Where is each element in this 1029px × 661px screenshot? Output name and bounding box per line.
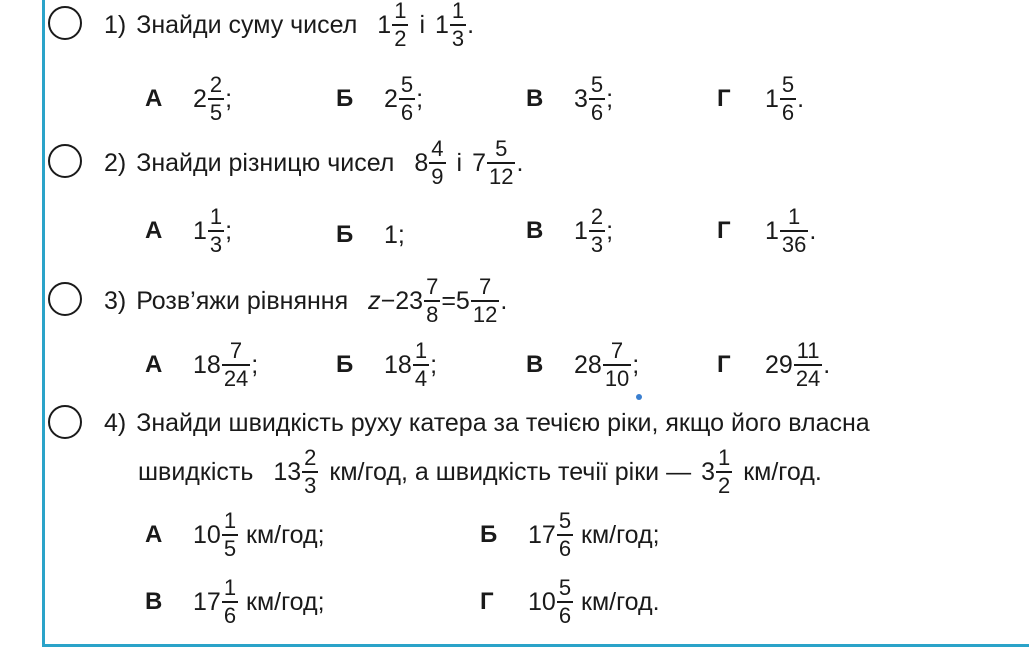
equals-sign: = [441,286,456,315]
fraction [450,0,466,50]
fraction [302,447,318,497]
option-letter: Г [717,217,731,244]
fraction [208,74,224,124]
numerator: 11 [796,338,820,363]
fraction [780,206,808,256]
end-mark: . [467,10,475,39]
end-mark: ; [225,216,233,245]
end-mark: . [809,216,817,245]
numerator: 5 [781,72,795,97]
mixed-whole: 10 [193,520,221,549]
mixed-whole: 13 [273,457,302,486]
mixed-whole: 7 [472,148,486,177]
option-letter: В [526,85,544,112]
numerator: 1 [717,445,731,470]
option-2v[interactable] [526,206,613,256]
question-text: км/год, а швидкість течії ріки — [329,457,692,486]
mixed-whole: 8 [414,148,429,177]
denominator: 12 [472,302,498,327]
fraction [589,206,605,256]
option-1v[interactable] [526,74,613,124]
mixed-whole: 3 [701,457,715,486]
numerator: 1 [223,575,237,600]
mixed-whole: 2 [384,84,398,113]
numerator: 2 [590,204,604,229]
fraction [557,577,573,627]
end-mark: ; [416,84,424,113]
fraction [208,206,224,256]
end-mark: ; [225,84,233,113]
mixed-whole: 23 [395,286,424,315]
fraction [716,447,732,497]
fraction [392,0,408,50]
denominator: 9 [431,164,444,189]
end-mark: ; [430,350,438,379]
denominator: 6 [558,603,572,628]
option-2a[interactable] [145,206,232,256]
ink-dot [636,394,642,400]
mixed-whole: 18 [193,350,221,379]
question-text: швидкість [138,457,254,486]
question-number: 2) [104,148,127,177]
mixed-whole: 10 [528,587,556,616]
option-1b[interactable] [336,74,423,124]
question-text: км/год. [743,457,822,486]
answer-circle-1[interactable] [48,6,82,40]
answer-circle-2[interactable] [48,144,82,178]
option-1a[interactable] [145,74,232,124]
fraction [794,340,822,390]
denominator: 2 [394,26,407,51]
option-2b[interactable] [336,206,405,264]
option-letter: В [526,351,544,378]
mixed-whole: 1 [574,216,588,245]
question-2 [104,136,524,189]
option-letter: А [145,217,163,244]
numerator: 4 [431,136,444,161]
fraction [557,510,573,560]
fraction [413,340,429,390]
numerator: 1 [209,204,223,229]
fraction [399,74,415,124]
question-number: 1) [104,10,127,39]
fraction [780,74,796,124]
fraction [222,577,238,627]
mixed-whole: 17 [193,587,221,616]
denominator: 3 [209,232,223,257]
numerator: 5 [558,575,572,600]
question-1 [104,0,475,51]
numerator: 2 [304,445,317,470]
mixed-whole: 28 [574,350,602,379]
numerator: 7 [478,274,492,299]
question-number: 4) [104,408,127,437]
option-letter: А [145,521,163,548]
option-4b[interactable] [480,510,660,560]
denominator: 3 [304,473,317,498]
end-mark: . [823,350,831,379]
end-mark: . [516,148,524,177]
numerator: 1 [394,0,407,23]
fraction [487,138,515,188]
fraction [471,276,499,326]
fraction [589,74,605,124]
unit-text: км/год; [574,520,660,549]
mixed-whole: 1 [377,10,392,39]
denominator: 4 [414,366,428,391]
denominator: 6 [590,100,604,125]
numerator: 1 [451,0,465,23]
mixed-whole: 18 [384,350,412,379]
mixed-whole: 1 [193,216,207,245]
numerator: 7 [426,274,439,299]
question-text: Знайди швидкість руху катера за течією ріки, якщо його власна [136,408,870,437]
option-letter: А [145,351,163,378]
option-letter: Г [717,85,731,112]
numerator: 1 [788,204,801,229]
numerator: 1 [223,508,237,533]
mixed-whole: 1 [765,216,779,245]
unit-text: км/год. [574,587,660,616]
option-4a[interactable] [145,510,325,560]
option-3g[interactable] [717,340,830,390]
denominator: 2 [717,473,731,498]
option-letter: Г [717,351,731,378]
numerator: 1 [414,338,428,363]
minus-sign: − [380,286,396,315]
option-4g[interactable] [480,577,660,627]
denominator: 6 [781,100,795,125]
question-text: Знайди суму чисел [136,10,358,39]
option-1g[interactable] [717,74,804,124]
question-3 [104,276,507,326]
denominator: 24 [223,366,249,391]
numerator: 5 [558,508,572,533]
option-letter: Б [480,521,498,548]
end-mark: . [797,84,805,113]
answer-circle-4[interactable] [48,405,82,439]
option-letter: А [145,85,163,112]
question-4-line-2 [138,446,822,498]
option-letter: Б [336,85,354,112]
denominator: 3 [590,232,604,257]
denominator: 5 [209,100,223,125]
question-text: Розв’яжи рівняння [136,286,349,315]
mixed-whole: 2 [193,84,207,113]
answer-circle-3[interactable] [48,282,82,316]
fraction [603,340,631,390]
option-letter: Г [480,588,494,615]
question-number: 3) [104,286,127,315]
end-mark: . [500,286,508,315]
option-3v[interactable] [526,340,639,390]
question-text: Знайди різницю чисел [136,148,395,177]
question-4-line-1 [104,405,870,441]
end-mark: ; [251,350,259,379]
numerator: 5 [400,72,414,97]
denominator: 12 [489,164,514,189]
denominator: 6 [400,100,414,125]
mixed-whole: 1 [765,84,779,113]
denominator: 24 [795,366,821,391]
denominator: 6 [223,603,237,628]
denominator: 5 [223,536,237,561]
fraction [222,510,238,560]
option-letter: В [526,217,544,244]
option-letter: В [145,588,163,615]
end-mark: ; [606,216,614,245]
denominator: 3 [451,26,465,51]
fraction [429,138,445,188]
option-value: 1; [384,220,405,249]
mixed-whole: 29 [765,350,793,379]
equation-variable: z [368,286,381,315]
denominator: 8 [426,302,439,327]
fraction [424,276,440,326]
option-letter: Б [336,351,354,378]
fraction [222,340,250,390]
option-3a[interactable] [145,340,258,390]
numerator: 2 [209,72,223,97]
end-mark: ; [606,84,614,113]
option-letter: Б [336,221,354,248]
conjunction: і [419,10,426,39]
unit-text: км/год; [239,520,325,549]
option-2g[interactable] [717,206,816,256]
numerator: 5 [495,136,508,161]
mixed-whole: 17 [528,520,556,549]
mixed-whole: 3 [574,84,588,113]
mixed-whole: 5 [455,286,470,315]
denominator: 36 [781,232,807,257]
option-4v[interactable] [145,577,325,627]
mixed-whole: 1 [435,10,449,39]
numerator: 5 [590,72,604,97]
option-3b[interactable] [336,340,437,390]
numerator: 7 [229,338,243,363]
conjunction: і [456,148,463,177]
numerator: 7 [610,338,624,363]
unit-text: км/год; [239,587,325,616]
end-mark: ; [632,350,640,379]
denominator: 10 [604,366,630,391]
denominator: 6 [558,536,572,561]
